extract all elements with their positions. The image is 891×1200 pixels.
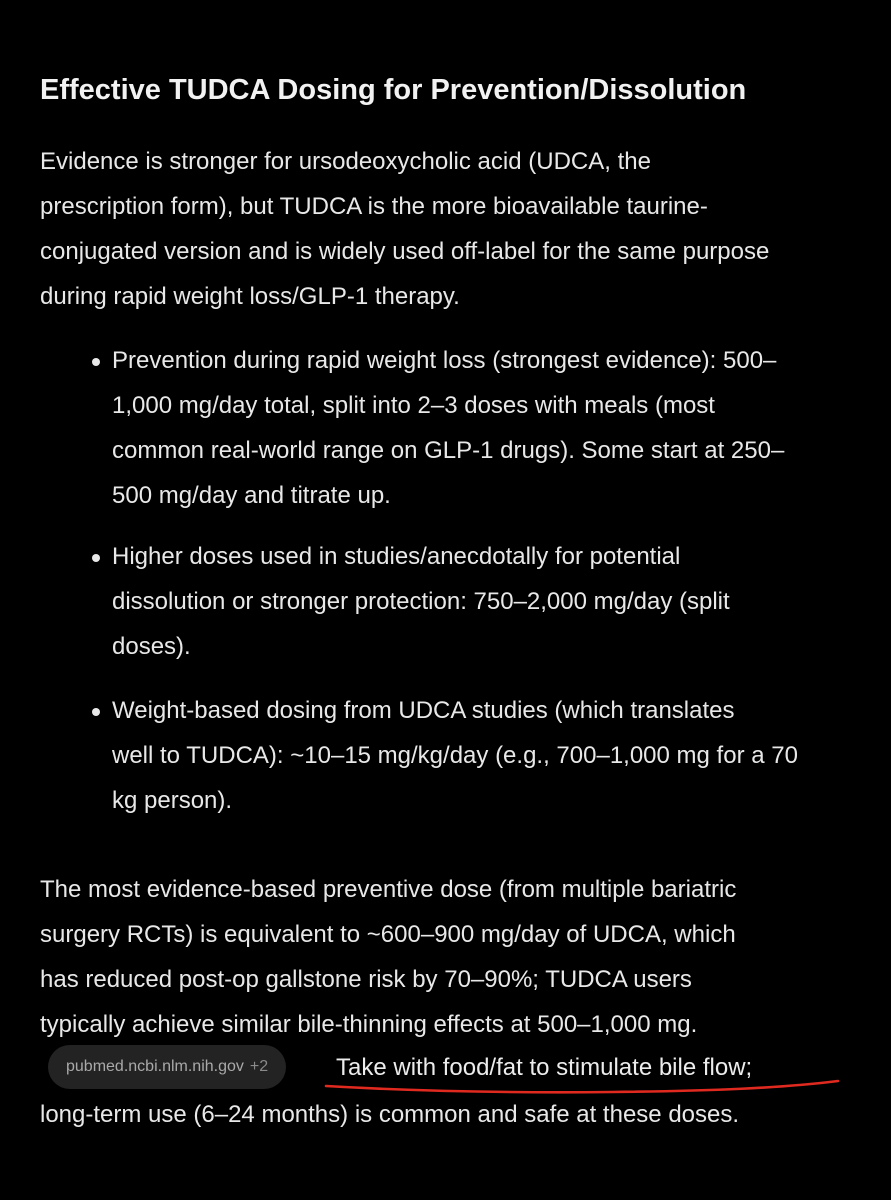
bullet-line: Higher doses used in studies/anecdotally for potential bbox=[112, 543, 681, 570]
section-heading: Effective TUDCA Dosing for Prevention/Dissolution bbox=[40, 74, 747, 106]
bullet-line: Weight-based dosing from UDCA studies (which translates bbox=[112, 697, 735, 724]
bullet-line: doses). bbox=[112, 633, 191, 660]
intro-line: Evidence is stronger for ursodeoxycholic acid (UDCA, the bbox=[40, 148, 651, 175]
bullet-line: dissolution or stronger protection: 750–2,000 mg/day (split bbox=[112, 588, 730, 615]
intro-line: during rapid weight loss/GLP-1 therapy. bbox=[40, 283, 460, 310]
highlighted-sentence: Take with food/fat to stimulate bile flow; bbox=[336, 1054, 753, 1081]
intro-line: conjugated version and is widely used off-label for the same purpose bbox=[40, 238, 770, 265]
intro-line: prescription form), but TUDCA is the more bioavailable taurine- bbox=[40, 193, 708, 220]
bullet-line: kg person). bbox=[112, 787, 233, 814]
bullet-line: common real-world range on GLP-1 drugs). Some start at 250– bbox=[112, 437, 785, 464]
source-citation-chip[interactable] bbox=[48, 1045, 286, 1089]
bullet-line: 500 mg/day and titrate up. bbox=[112, 482, 391, 509]
bullet-line: Prevention during rapid weight loss (strongest evidence): 500– bbox=[112, 347, 777, 374]
summary-line: The most evidence-based preventive dose (from multiple bariatric bbox=[40, 876, 737, 903]
source-domain: pubmed.ncbi.nlm.nih.gov bbox=[66, 1058, 244, 1075]
bullet-line: 1,000 mg/day total, split into 2–3 doses with meals (most bbox=[112, 392, 715, 419]
summary-line: has reduced post-op gallstone risk by 70–90%; TUDCA users bbox=[40, 966, 692, 993]
summary-line: typically achieve similar bile-thinning effects at 500–1,000 mg. bbox=[40, 1011, 698, 1038]
bullet-marker-icon bbox=[92, 708, 100, 716]
bullet-marker-icon bbox=[92, 554, 100, 562]
red-underline-annotation bbox=[322, 1078, 842, 1100]
final-line: long-term use (6–24 months) is common and safe at these doses. bbox=[40, 1101, 740, 1128]
bullet-marker-icon bbox=[92, 358, 100, 366]
bullet-line: well to TUDCA): ~10–15 mg/kg/day (e.g., 700–1,000 mg for a 70 bbox=[112, 742, 798, 769]
source-extra-count: +2 bbox=[249, 1058, 269, 1075]
summary-line: surgery RCTs) is equivalent to ~600–900 mg/day of UDCA, which bbox=[40, 921, 736, 948]
